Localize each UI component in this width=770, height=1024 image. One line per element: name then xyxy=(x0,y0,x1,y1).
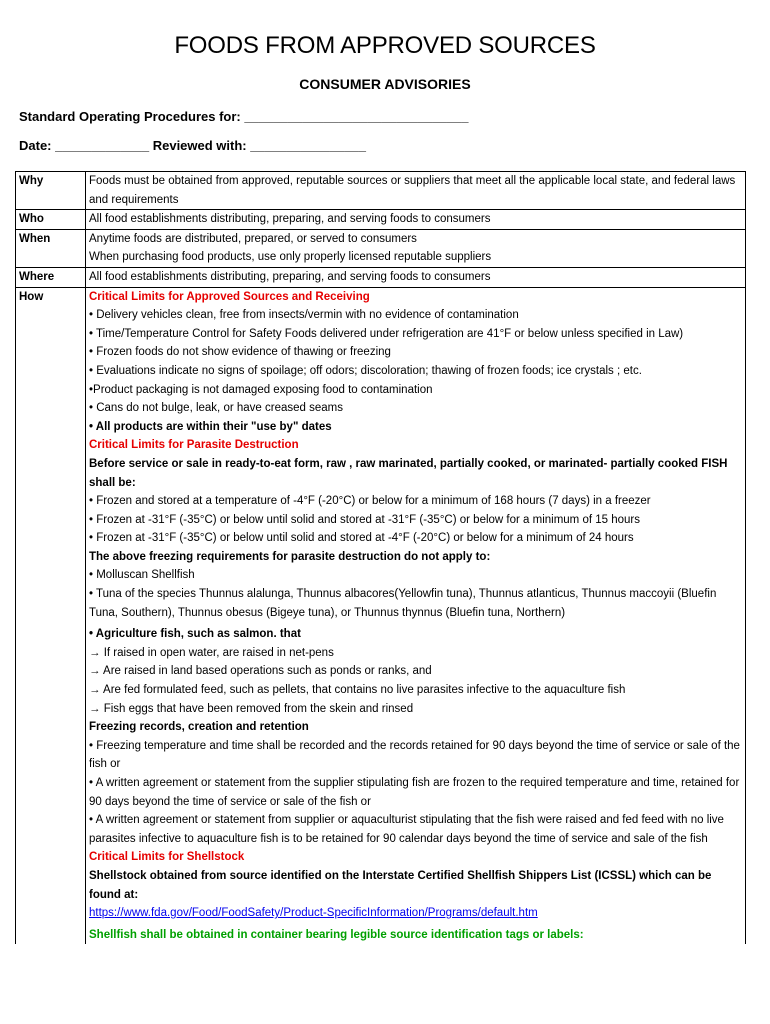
icssl-link[interactable]: https://www.fda.gov/Food/FoodSafety/Product-SpecificInformation/Programs/default.htm xyxy=(89,907,538,920)
parasite-heading: Critical Limits for Parasite Destruction xyxy=(89,439,299,452)
receiving-item: • Evaluations indicate no signs of spoilage; off odors; discoloration; thawing of frozen foods; ice crystals ; etc. xyxy=(89,364,642,377)
agriculture-item: → Fish eggs that have been removed from the skein and rinsed xyxy=(89,702,414,715)
page-title: FOODS FROM APPROVED SOURCES xyxy=(174,32,596,59)
receiving-item: • Cans do not bulge, leak, or have creased seams xyxy=(89,402,343,415)
parasite-intro: Before service or sale in ready-to-eat form, raw , raw marinated, partially cooked, or marinated- partially cooked FISH shall be: xyxy=(89,457,728,489)
row-label-where: Where xyxy=(16,267,86,287)
parasite-item: • Frozen at -31°F (-35°C) or below until solid and stored at -4°F (-20°C) or below for a minimum of 24 hours xyxy=(89,532,634,545)
receiving-item: • Time/Temperature Control for Safety Foods delivered under refrigeration are 41°F or below unless specified in Law) xyxy=(89,327,684,340)
agriculture-item: → Are raised in land based operations such as ponds or ranks, and xyxy=(89,665,432,678)
row-label-when: When xyxy=(16,229,86,267)
exempt-heading: The above freezing requirements for parasite destruction do not apply to: xyxy=(89,550,491,563)
agriculture-item: → Are fed formulated feed, such as pellets, that contains no live parasites infective to the aquaculture fish xyxy=(89,684,626,697)
when-line-1: Anytime foods are distributed, prepared, or served to consumers xyxy=(89,232,417,245)
row-text-when xyxy=(86,229,746,267)
records-heading: Freezing records, creation and retention xyxy=(89,721,309,734)
sop-line: Standard Operating Procedures for: _______________________________ xyxy=(19,109,469,124)
records-item: • A written agreement or statement from supplier or aquaculturist stipulating that the fish were raised and fed feed with no live parasites infective to aquaculture fish is to be retained for 90 calendar days beyond the time of service and sale of the fish xyxy=(89,814,724,845)
row-text-how xyxy=(86,287,746,944)
receiving-item: • Delivery vehicles clean, free from insects/vermin with no evidence of contamination xyxy=(89,309,519,322)
shellstock-heading: Critical Limits for Shellstock xyxy=(89,851,245,864)
row-label-why: Why xyxy=(16,172,86,210)
row-text-who: All food establishments distributing, preparing, and serving foods to consumers xyxy=(86,210,746,230)
row-text-where: All food establishments distributing, preparing, and serving foods to consumers xyxy=(86,267,746,287)
exempt-item: • Tuna of the species Thunnus alalunga, Thunnus albacores(Yellowfin tuna), Thunnus atlanticus, Thunnus maccoyii (Bluefin Tuna, Southern), Thunnus obesus (Bigeye tuna), or Thunnus thynnus (Bluefin tuna, Northern) xyxy=(89,588,717,619)
table-row-where xyxy=(16,267,746,287)
row-text-why: Foods must be obtained from approved, reputable sources or suppliers that meet all the applicable local state, and federal laws and requirements xyxy=(86,172,746,210)
table-row-when xyxy=(16,229,746,267)
receiving-item: • Frozen foods do not show evidence of thawing or freezing xyxy=(89,346,391,359)
sop-table xyxy=(15,171,746,944)
table-row-who xyxy=(16,210,746,230)
table-row-why xyxy=(16,172,746,210)
records-item: • A written agreement or statement from the supplier stipulating fish are frozen to the required temperature and time, retained for 90 days beyond the time of service or sale of the fish or xyxy=(89,777,740,808)
agriculture-item: → If raised in open water, are raised in net-pens xyxy=(89,646,334,659)
exempt-item: • Molluscan Shellfish xyxy=(89,569,195,582)
shellfish-tags-heading: Shellfish shall be obtained in container bearing legible source identification tags or labels: xyxy=(89,928,584,941)
row-label-who: Who xyxy=(16,210,86,230)
parasite-item: • Frozen and stored at a temperature of -4°F (-20°C) or below for a minimum of 168 hours (7 days) in a freezer xyxy=(89,495,651,508)
receiving-item: •Product packaging is not damaged exposing food to contamination xyxy=(89,383,433,396)
page-subtitle: CONSUMER ADVISORIES xyxy=(299,76,471,92)
receiving-bold-item: • All products are within their "use by" dates xyxy=(89,420,332,433)
records-item: • Freezing temperature and time shall be recorded and the records retained for 90 days beyond the time of service or sale of the fish or xyxy=(89,739,740,771)
receiving-heading: Critical Limits for Approved Sources and Receiving xyxy=(89,290,370,303)
table-row-how xyxy=(16,287,746,944)
agriculture-heading: • Agriculture fish, such as salmon. that xyxy=(89,628,301,641)
when-line-2: When purchasing food products, use only properly licensed reputable suppliers xyxy=(89,251,492,264)
row-label-how: How xyxy=(16,287,86,944)
shellstock-text: Shellstock obtained from source identified on the Interstate Certified Shellfish Shippers List (ICSSL) which can be found at: xyxy=(89,869,712,901)
parasite-item: • Frozen at -31°F (-35°C) or below until solid and stored at -31°F (-35°C) or below for a minimum of 15 hours xyxy=(89,513,641,526)
date-reviewed-line: Date: _____________ Reviewed with: ________________ xyxy=(19,138,366,153)
